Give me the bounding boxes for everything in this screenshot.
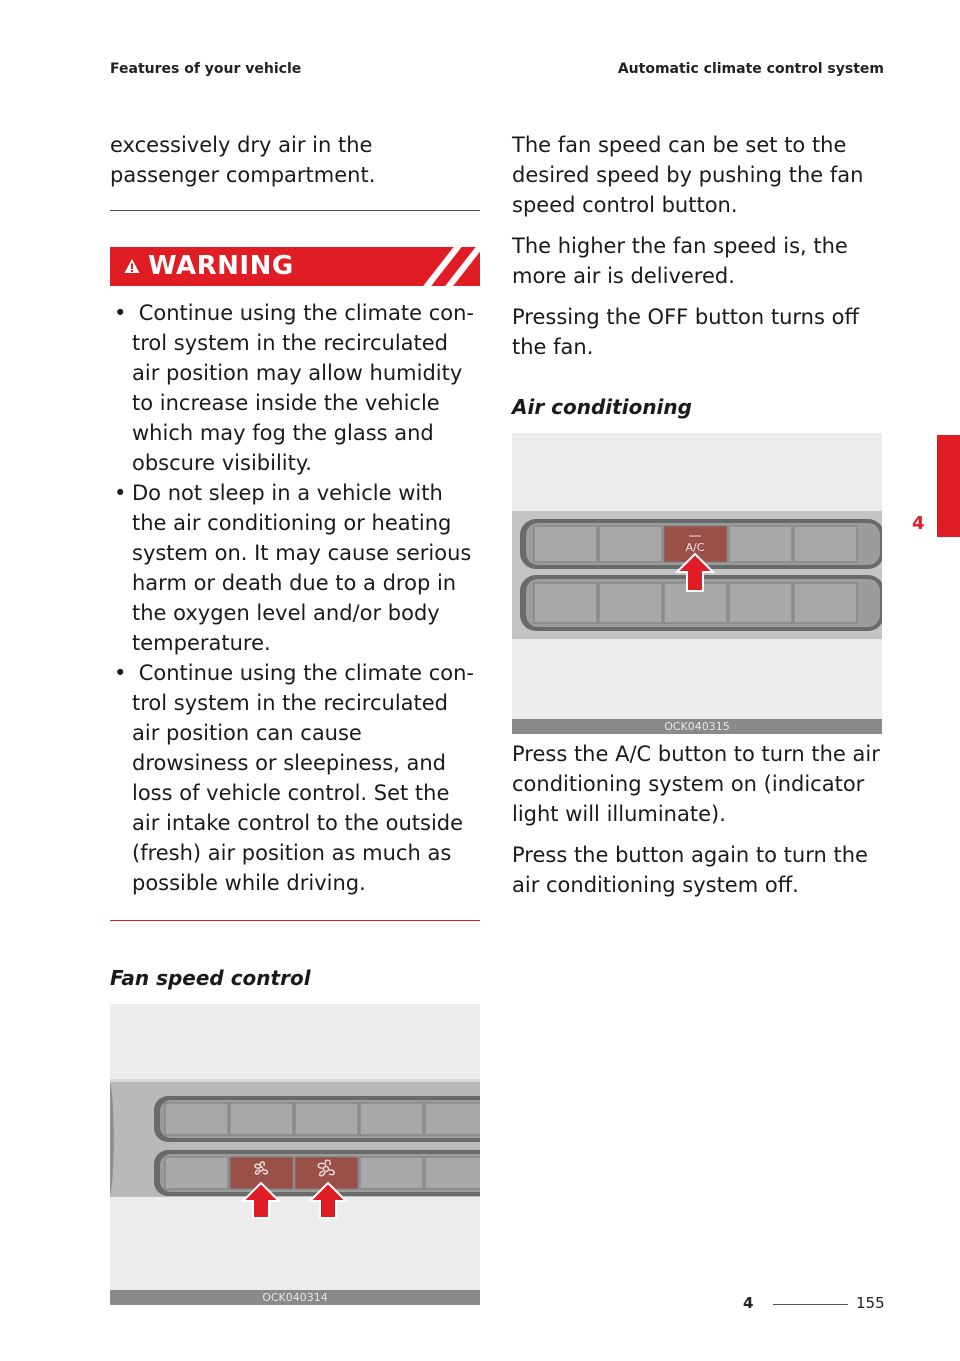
- footer-chapter-number: 4: [743, 1294, 754, 1312]
- ac-control-panel-illustration: [512, 433, 882, 734]
- fan-control-panel-illustration: [110, 1004, 480, 1305]
- running-header-left: Features of your vehicle: [110, 61, 302, 77]
- fan-paragraph-3: Pressing the OFF button turns off the fan.: [512, 305, 859, 359]
- ac-paragraph-2: Press the button again to turn the air conditioning system off.: [512, 843, 868, 897]
- section-divider: [110, 210, 480, 211]
- fan-paragraph-2: The higher the fan speed is, the more air is delivered.: [512, 234, 848, 288]
- warning-end-rule: [110, 920, 480, 921]
- warning-title: WARNING: [148, 251, 294, 281]
- ac-button-label: A/C: [685, 541, 705, 554]
- warning-icon: [124, 258, 140, 274]
- warning-banner: [110, 247, 480, 286]
- left-column: [110, 128, 480, 1305]
- warning-list: [110, 298, 480, 898]
- air-conditioning-image: [512, 433, 882, 734]
- fan-speed-heading: Fan speed control: [110, 966, 311, 990]
- chapter-side-number: 4: [912, 513, 925, 534]
- fan-speed-image: [110, 1004, 480, 1305]
- warning-item: • Continue using the climate con-trol system in the recirculated air position can cause drowsiness or sleepiness, and loss of vehicle control. Set the air intake control to the outside (fresh) air position as much as possible while driving.: [114, 661, 474, 895]
- fan-image-caption: OCK040314: [110, 1290, 480, 1305]
- running-header-right: Automatic climate control system: [617, 61, 884, 77]
- air-conditioning-heading: Air conditioning: [512, 395, 692, 419]
- warning-item: • Continue using the climate con-trol system in the recirculated air position may allow humidity to increase inside the vehicle which may fog the glass and obscure visibility.: [114, 301, 474, 475]
- warning-item: • Do not sleep in a vehicle with the air conditioning or heating system on. It may cause serious harm or death due to a drop in the oxygen level and/or body temperature.: [114, 481, 472, 655]
- footer-rule: [773, 1304, 848, 1305]
- intro-paragraph: excessively dry air in the passenger compartment.: [110, 133, 376, 187]
- right-column: [512, 128, 882, 900]
- chapter-side-tab: [937, 435, 960, 537]
- fan-paragraph-1: The fan speed can be set to the desired speed by pushing the fan speed control button.: [512, 133, 864, 217]
- ac-image-caption: OCK040315: [512, 719, 882, 734]
- page-number: 155: [856, 1294, 885, 1312]
- ac-paragraph-1: Press the A/C button to turn the air conditioning system on (indicator light will illuminate).: [512, 742, 880, 826]
